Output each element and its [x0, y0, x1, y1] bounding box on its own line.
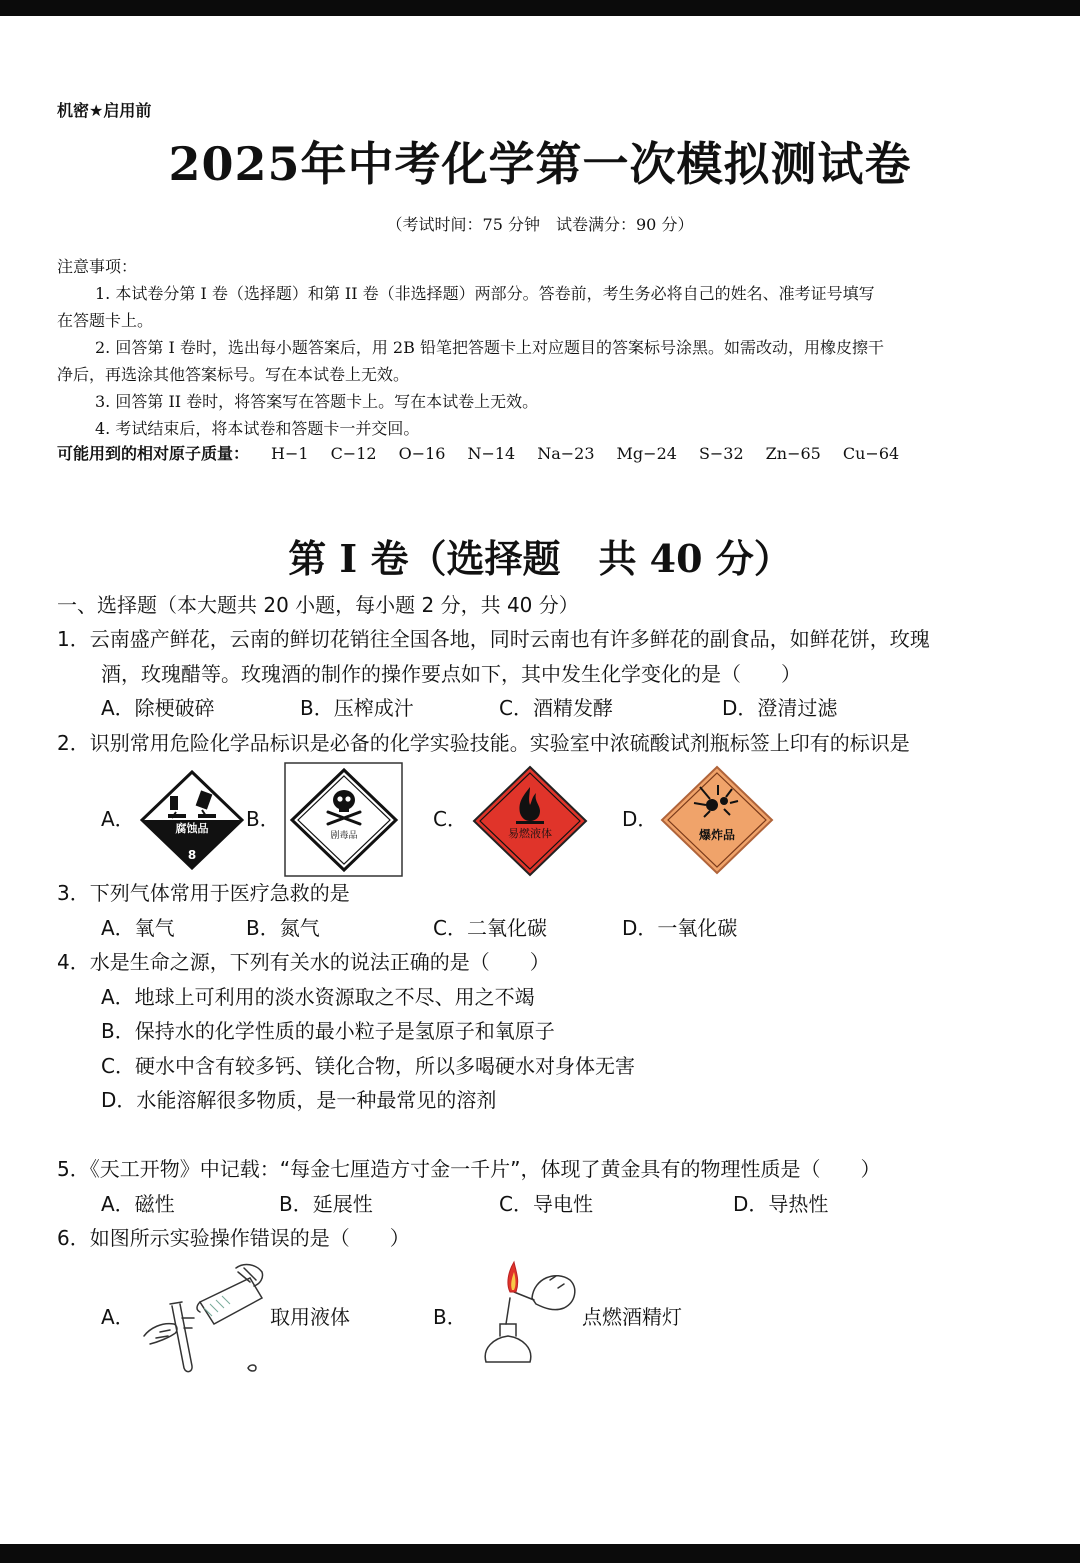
q5-option-a: A．磁性: [101, 1192, 175, 1216]
notice-item-4: 4. 考试结束后，将本试卷和答题卡一并交回。: [95, 419, 420, 438]
q3-option-a: A．氧气: [101, 916, 175, 940]
flammable-sign-text: 易燃液体: [508, 827, 552, 840]
q6-option-b-label: 点燃酒精灯: [582, 1305, 682, 1329]
q2-option-b: B．: [246, 807, 280, 831]
q5-option-d: D．导热性: [733, 1192, 829, 1216]
toxic-sign-icon: [284, 762, 404, 878]
q5-line1: 5．《天工开物》中记载：“每金七厘造方寸金一千片”，体现了黄金具有的物理性质是（ ）: [57, 1157, 881, 1181]
corrosive-sign-icon: [140, 770, 244, 870]
q4-option-d: D．水能溶解很多物质，是一种最常见的溶剂: [101, 1088, 497, 1112]
explosive-sign-icon: [660, 765, 774, 875]
notice-heading: 注意事项：: [57, 257, 138, 276]
mass-n: N−14: [467, 444, 516, 463]
q2-option-d: D．: [622, 807, 658, 831]
section-title: 第 I 卷（选择题 共 40 分）: [288, 536, 792, 581]
q3-option-c: C．二氧化碳: [433, 916, 547, 940]
exam-subtitle: （考试时间：75 分钟 试卷满分：90 分）: [386, 215, 694, 234]
q2-option-a: A．: [101, 807, 135, 831]
q6-option-a-label: 取用液体: [270, 1305, 350, 1329]
q1-line2: 酒，玫瑰醋等。玫瑰酒的制作的操作要点如下，其中发生化学变化的是（ ）: [101, 662, 801, 686]
alcohol-lamp-illustration-icon: [472, 1258, 582, 1378]
notice-item-1: 1. 本试卷分第 I 卷（选择题）和第 II 卷（非选择题）两部分。答卷前，考生务必将自己的姓名、准考证号填写: [95, 284, 875, 303]
exam-title: 2025年中考化学第一次模拟测试卷: [168, 137, 912, 191]
q3-line1: 3．下列气体常用于医疗急救的是: [57, 881, 350, 905]
mass-h: H−1: [271, 444, 309, 463]
mass-cu: Cu−64: [842, 444, 900, 463]
q5-option-b: B．延展性: [279, 1192, 373, 1216]
notice-item-2-cont: 净后，再选涂其他答案标号。写在本试卷上无效。: [57, 365, 410, 384]
atomic-mass-label: 可能用到的相对原子质量：: [57, 444, 250, 463]
toxic-sign-text: 剧毒品: [330, 831, 358, 841]
mass-s: S−32: [698, 444, 744, 463]
explosive-sign-text: 爆炸品: [698, 828, 736, 842]
pour-liquid-illustration-icon: [140, 1258, 270, 1376]
flammable-sign-icon: [472, 765, 588, 877]
q4-option-b: B．保持水的化学性质的最小粒子是氢原子和氧原子: [101, 1019, 555, 1043]
corrosive-sign-text: 腐蚀品: [175, 822, 209, 835]
mass-mg: Mg−24: [616, 444, 677, 463]
q6-option-b: B．: [433, 1305, 467, 1329]
top-border: [0, 0, 1080, 16]
q4-option-c: C．硬水中含有较多钙、镁化合物，所以多喝硬水对身体无害: [101, 1054, 635, 1078]
q1-option-d: D．澄清过滤: [722, 696, 838, 720]
mass-c: C−12: [330, 444, 377, 463]
q1-option-b: B．压榨成汁: [300, 696, 414, 720]
q2-line1: 2．识别常用危险化学品标识是必备的化学实验技能。实验室中浓硫酸试剂瓶标签上印有的标识是: [57, 731, 910, 755]
bottom-border: [0, 1544, 1080, 1563]
corrosive-sign-number: 8: [187, 848, 197, 862]
q1-option-c: C．酒精发酵: [499, 696, 613, 720]
q4-option-a: A．地球上可利用的淡水资源取之不尽、用之不竭: [101, 985, 535, 1009]
notice-item-3: 3. 回答第 II 卷时，将答案写在答题卡上。写在本试卷上无效。: [95, 392, 539, 411]
confidential-mark: 机密★启用前: [57, 101, 152, 120]
q6-option-a: A．: [101, 1305, 135, 1329]
notice-item-2: 2. 回答第 I 卷时，选出每小题答案后，用 2B 铅笔把答题卡上对应题目的答案标号涂黑。如需改动，用橡皮擦干: [95, 338, 884, 357]
mass-o: O−16: [398, 444, 446, 463]
q1-option-a: A．除梗破碎: [101, 696, 215, 720]
q1-line1: 1．云南盛产鲜花，云南的鲜切花销往全国各地，同时云南也有许多鲜花的副食品，如鲜花饼，玫瑰: [57, 627, 930, 651]
q2-option-c: C．: [433, 807, 467, 831]
q4-line1: 4．水是生命之源，下列有关水的说法正确的是（ ）: [57, 950, 550, 974]
q3-option-d: D．一氧化碳: [622, 916, 738, 940]
q3-option-b: B．氮气: [246, 916, 320, 940]
part-heading: 一、选择题（本大题共 20 小题，每小题 2 分，共 40 分）: [57, 593, 579, 617]
mass-zn: Zn−65: [765, 444, 821, 463]
q6-line1: 6．如图所示实验操作错误的是（ ）: [57, 1226, 410, 1250]
q5-option-c: C．导电性: [499, 1192, 593, 1216]
atomic-mass-row: [57, 442, 899, 466]
notice-item-1-cont: 在答题卡上。: [57, 311, 154, 330]
mass-na: Na−23: [537, 444, 595, 463]
